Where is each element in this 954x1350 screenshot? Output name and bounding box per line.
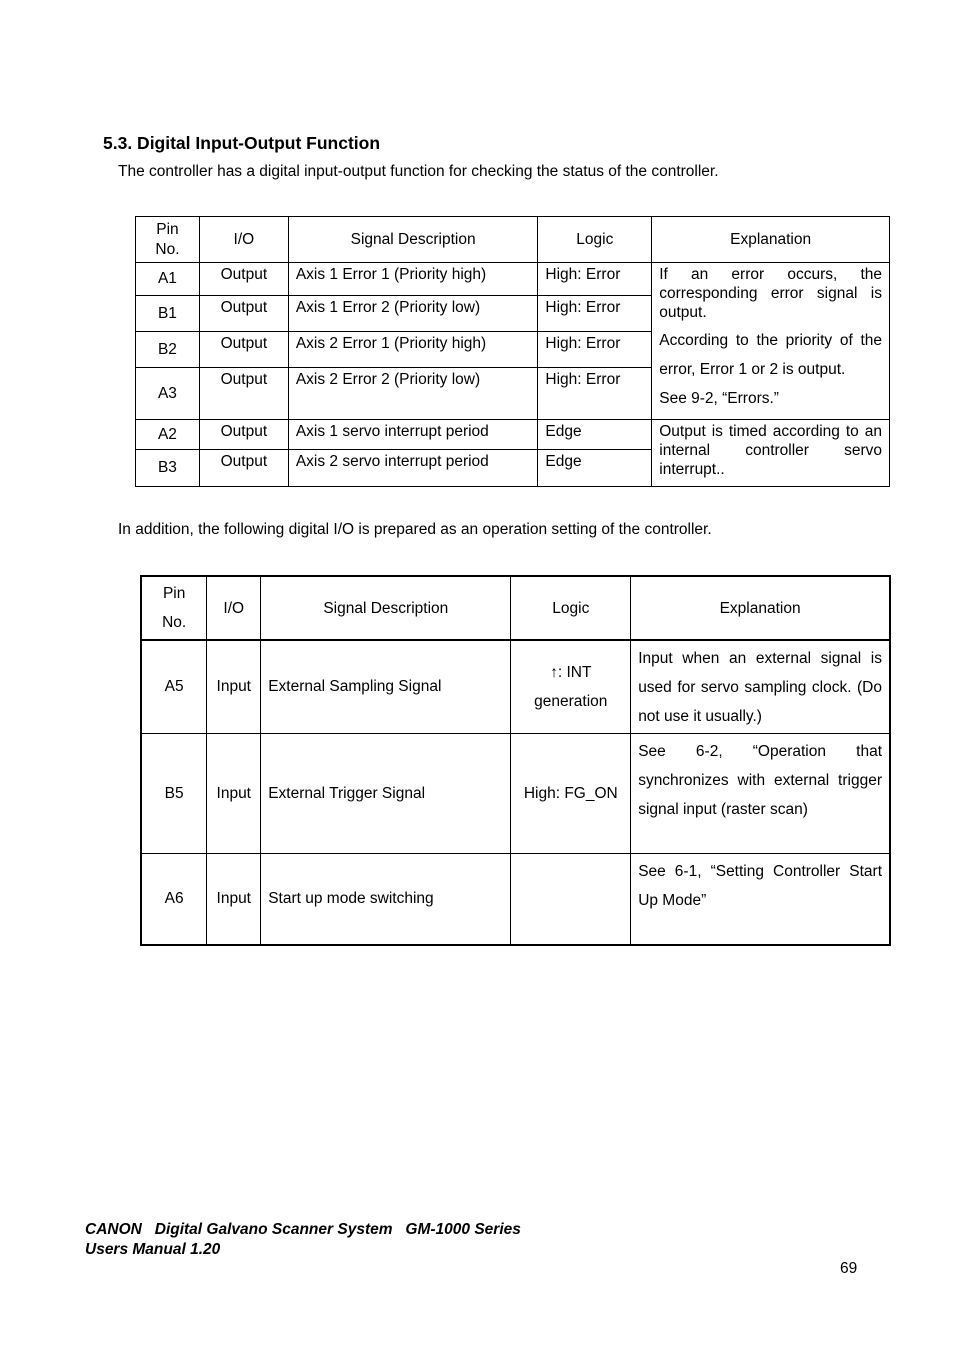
footer-line-2: Users Manual 1.20 [85,1241,221,1258]
header-signal-description: Signal Description [288,217,538,263]
intro-paragraph: The controller has a digital input-output function for checking the status of the controller. [118,163,719,180]
interrupt-explanation-cell: Output is timed according to an internal controller servo interrupt.. [652,420,890,487]
logic-cell [511,853,631,945]
table-row [141,853,890,945]
logic-cell: ↑: INT generation [511,640,631,733]
header-explanation: Explanation [631,576,890,640]
explanation-cell: See 6-1, “Setting Controller Start Up Mode” [631,853,890,945]
pin-cell: B1 [136,296,200,332]
signal-cell: Axis 1 servo interrupt period [288,420,538,450]
table-row [136,420,890,450]
header-pin-no: Pin No. [141,576,207,640]
footer-line-1: CANON Digital Galvano Scanner System GM-1000 Series [85,1221,521,1238]
pin-cell: A2 [136,420,200,450]
signal-cell: Axis 2 servo interrupt period [288,450,538,487]
table-row [141,733,890,853]
header-signal-description: Signal Description [261,576,511,640]
pin-cell: B5 [141,733,207,853]
signal-cell: Axis 2 Error 1 (Priority high) [288,332,538,368]
pin-cell: A1 [136,263,200,296]
footer-text [85,1220,521,1260]
pin-cell: A6 [141,853,207,945]
io-cell: Output [199,450,288,487]
table-header-row [141,576,890,640]
input-signal-table [140,575,891,946]
signal-cell: Axis 1 Error 1 (Priority high) [288,263,538,296]
header-explanation: Explanation [652,217,890,263]
explanation-line: See 9-2, “Errors.” [659,390,779,407]
logic-cell: High: FG_ON [511,733,631,853]
table-header-row [136,217,890,263]
output-signal-table [135,216,890,487]
header-io: I/O [207,576,261,640]
explanation-line: According to the priority of the error, Error 1 or 2 is output. [659,332,882,378]
header-pin-no: Pin No. [136,217,200,263]
io-cell: Output [199,368,288,420]
addition-paragraph: In addition, the following digital I/O is prepared as an operation setting of the controller. [118,521,712,538]
pin-cell: B2 [136,332,200,368]
header-logic: Logic [538,217,652,263]
logic-cell: High: Error [538,368,652,420]
explanation-cell: Input when an external signal is used for servo sampling clock. (Do not use it usually.) [631,640,890,733]
signal-cell: External Sampling Signal [261,640,511,733]
io-cell: Output [199,332,288,368]
logic-cell: Edge [538,450,652,487]
io-cell: Input [207,640,261,733]
section-heading: 5.3. Digital Input-Output Function [103,133,381,153]
header-io: I/O [199,217,288,263]
logic-cell: High: Error [538,263,652,296]
logic-cell: High: Error [538,332,652,368]
table-row [141,640,890,733]
error-explanation-cell [652,263,890,420]
io-cell: Input [207,733,261,853]
table-row [136,263,890,296]
header-logic: Logic [511,576,631,640]
io-cell: Output [199,420,288,450]
signal-cell: Axis 2 Error 2 (Priority low) [288,368,538,420]
explanation-line: If an error occurs, the corresponding error signal is output. [659,266,882,321]
signal-cell: Start up mode switching [261,853,511,945]
pin-cell: B3 [136,450,200,487]
logic-cell: High: Error [538,296,652,332]
signal-cell: Axis 1 Error 2 (Priority low) [288,296,538,332]
page-number: 69 [840,1260,858,1277]
io-cell: Output [199,263,288,296]
signal-cell: External Trigger Signal [261,733,511,853]
pin-cell: A5 [141,640,207,733]
io-cell: Input [207,853,261,945]
logic-cell: Edge [538,420,652,450]
io-cell: Output [199,296,288,332]
explanation-cell: See 6-2, “Operation that synchronizes with external trigger signal input (raster scan) [631,733,890,853]
pin-cell: A3 [136,368,200,420]
